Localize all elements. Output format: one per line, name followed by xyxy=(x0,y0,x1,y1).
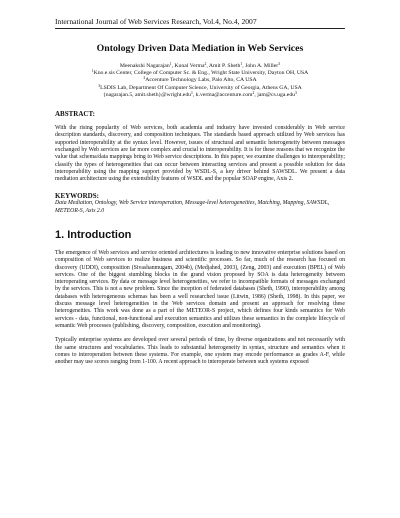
affil-3-text: LSDIS Lab, Department Of Computer Science, University of Georgia, Athens GA, USA xyxy=(100,84,302,91)
keywords-text: Data Mediation, Ontology, Web Service interoperation, Message-level heterogeneities, Matching, Mapping, SAWSDL, METEOR-S, Axis 2.0 xyxy=(55,200,330,214)
section-heading-introduction: 1. Introduction xyxy=(55,228,132,241)
email-group-3: , jam@cs.uga.edu xyxy=(254,91,296,98)
paper-title: Ontology Driven Data Mediation in Web Services xyxy=(96,43,304,54)
author-3-affil-mark: 1 xyxy=(240,61,243,66)
affiliations xyxy=(55,70,345,99)
affil-1-text: Kno.e.sis Center, College of Computer Sc. & Eng., Wright State University, Dayton OH, USA xyxy=(93,70,309,77)
affiliation-3 xyxy=(55,85,345,92)
abstract-heading: ABSTRACT: xyxy=(55,110,95,119)
affil-1-mark: 1 xyxy=(91,69,94,74)
author-emails xyxy=(55,92,345,99)
email-group-2: , k.verma@accenture.com xyxy=(192,91,253,98)
running-head: International Journal of Web Services Research, Vol.4, No.4, 2007 xyxy=(55,17,257,26)
affil-2-text: Accenture Technology Labs, Palo Alto, CA USA xyxy=(145,77,257,84)
author-4: , John A. Miller xyxy=(242,63,279,69)
author-1-affil-mark: 1 xyxy=(169,61,172,66)
email-2-mark: 2 xyxy=(252,90,255,95)
keywords-heading: KEYWORDS: xyxy=(55,192,99,201)
email-3-mark: 3 xyxy=(295,90,297,95)
author-4-affil-mark: 3 xyxy=(278,61,281,66)
email-group-1: {nagarajan.5, amit.sheth}@wright.edu xyxy=(103,91,192,98)
author-2: , Kunal Verma xyxy=(171,63,205,69)
header-rule xyxy=(55,28,345,29)
abstract-text: With the rising popularity of Web services, both academia and industry have invested considerably in Web service description standards, discovery, and composition techniques. The standards based approach utilized by Web services has supported interoperability at the syntax level. However, issues of structural and semantic heterogeneity between messages exchanged by Web services are far more complex and crucial to interoperability. It is for these reasons that we recognize the value that schema/data mappings bring to Web service descriptions. In this paper, we examine challenges to interoperability; classify the types of heterogeneities that can occur between interacting services and present a possible solution for data interoperability using the mapping support provided by WSDL-S, a key driver behind SAWSDL. We present a data mediation architecture using the extensibility features of WSDL and the popular SOAP engine, Axis 2. xyxy=(55,125,345,183)
author-2-affil-mark: 2 xyxy=(204,61,207,66)
affil-2-mark: 2 xyxy=(143,76,146,81)
author-3: , Amit P. Sheth xyxy=(206,63,241,69)
author-1: Meenakshi Nagarajan xyxy=(119,63,170,69)
intro-paragraph-2: Typically enterprise systems are developed over several periods of time, by diverse organizations and not necessarily with the same structures and vocabularies. This leads to substantial heterogeneity in syntax, structure and semantics when it comes to interoperation between these systems. For example, one system may encode performance as grades A-F, while another may use scores ranging from 1-100. A recent approach to interoperate between such systems exposed xyxy=(55,337,345,366)
affil-3-mark: 3 xyxy=(98,83,101,88)
email-1-mark: 1 xyxy=(191,90,193,95)
intro-paragraph-1: The emergence of Web services and service oriented architectures is leading to new innovative enterprise solutions based on composition of Web services to realize business and scientific processes. So far, much of the research has focused on discovery (UDDI), composition (Sivashanmugam, 2004b), (Medjahed, 2003), (Zeng, 2003) and execution (BPEL) of Web services. One of the biggest stumbling blocks in the grand vision proposed by SOA is data heterogeneity between interoperating services. By data or message level heterogeneities, we refer to incompatible formats of messages exchanged by the services. This is not a new problem. Since the inception of federated databases (Sheth, 1990), interoperability among databases with heterogeneous schemas has been a well researched issue (Litwin, 1986) (Sheth, 1998). In this paper, we discuss message level heterogeneities in the Web services domain and present an approach for resolving these heterogeneities. This work was done as a part of the METEOR-S project, which defines four kinds semantics for Web services - data, functional, non-functional and execution semantics and utilizes these semantics in the complete lifecycle of semantic Web processes (publishing, discovery, composition, execution and monitoring). xyxy=(55,249,345,329)
